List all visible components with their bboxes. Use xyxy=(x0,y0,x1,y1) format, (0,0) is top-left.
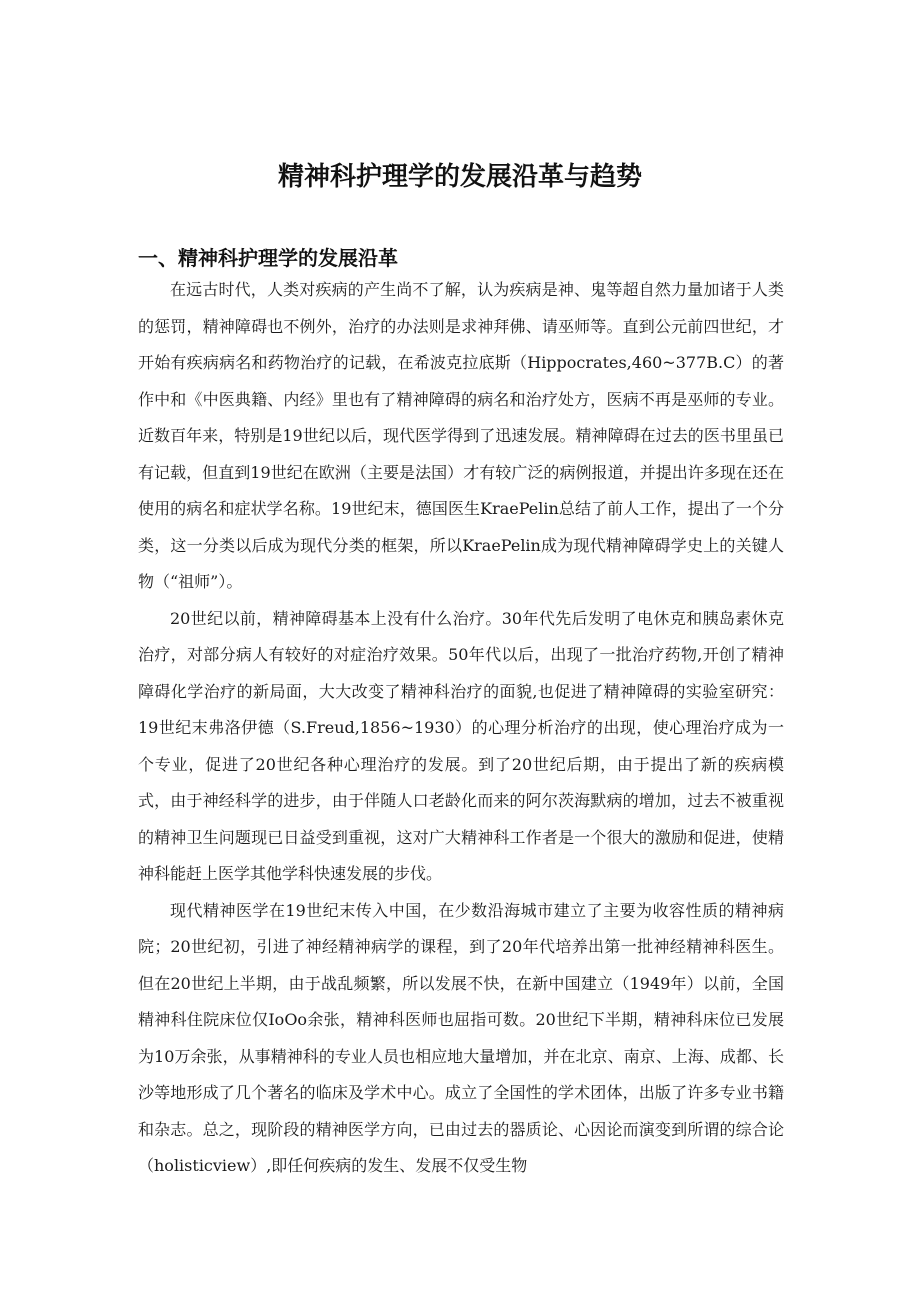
section-heading: 一、精神科护理学的发展沿革 xyxy=(138,245,398,270)
paragraph: 20世纪以前，精神障碍基本上没有什么治疗。30年代先后发明了电休克和胰岛素休克治疗，对部分病人有较好的对症治疗效果。50年代以后，出现了一批治疗药物,开创了精神障碍化学治疗的新局面，大大改变了精神科治疗的面貌,也促进了精神障碍的实验室研究：19世纪末弗洛伊德（S.Freud,1856~1930）的心理分析治疗的出现，使心理治疗成为一个专业，促进了20世纪各种心理治疗的发展。到了20世纪后期，由于提出了新的疾病模式，由于神经科学的进步，由于伴随人口老龄化而来的阿尔茨海默病的增加，过去不被重视的精神卫生问题现已日益受到重视，这对广大精神科工作者是一个很大的激励和促进，使精神科能赶上医学其他学科快速发展的步伐。 xyxy=(138,608,784,883)
document-title: 精神科护理学的发展沿革与趋势 xyxy=(277,162,642,193)
paragraph: 现代精神医学在19世纪末传入中国，在少数沿海城市建立了主要为收容性质的精神病院；20世纪初，引进了神经精神病学的课程，到了20年代培养出第一批神经精神科医生。但在20世纪上半期，由于战乱频繁，所以发展不快，在新中国建立（1949年）以前，全国精神科住院床位仅IoOo余张，精神科医师也屈指可数。20世纪下半期，精神科床位已发展为10万余张，从事精神科的专业人员也相应地大量增加，并在北京、南京、上海、成都、长沙等地形成了几个著名的临床及学术中心。成立了全国性的学术团体，出版了许多专业书籍和杂志。总之，现阶段的精神医学方向，已由过去的器质论、心因论而演变到所谓的综合论（holisticview）,即任何疾病的发生、发展不仅受生物 xyxy=(138,900,784,1175)
paragraph: 在远古时代，人类对疾病的产生尚不了解，认为疾病是神、鬼等超自然力量加诸于人类的惩罚，精神障碍也不例外，治疗的办法则是求神拜佛、请巫师等。直到公元前四世纪，才开始有疾病病名和药物治疗的记载，在希波克拉底斯（Hippocrates,460~377B.C）的著作中和《中医典籍、内经》里也有了精神障碍的病名和治疗处方，医病不再是巫师的专业。近数百年来，特别是19世纪以后，现代医学得到了迅速发展。精神障碍在过去的医书里虽已有记载，但直到19世纪在欧洲（主要是法国）才有较广泛的病例报道，并提出许多现在还在使用的病名和症状学名称。19世纪末，德国医生KraePelin总结了前人工作，提出了一个分类，这一分类以后成为现代分类的框架，所以KraePelin成为现代精神障碍学史上的关键人物（“祖师”）。 xyxy=(138,280,784,591)
document-body xyxy=(138,272,784,1185)
